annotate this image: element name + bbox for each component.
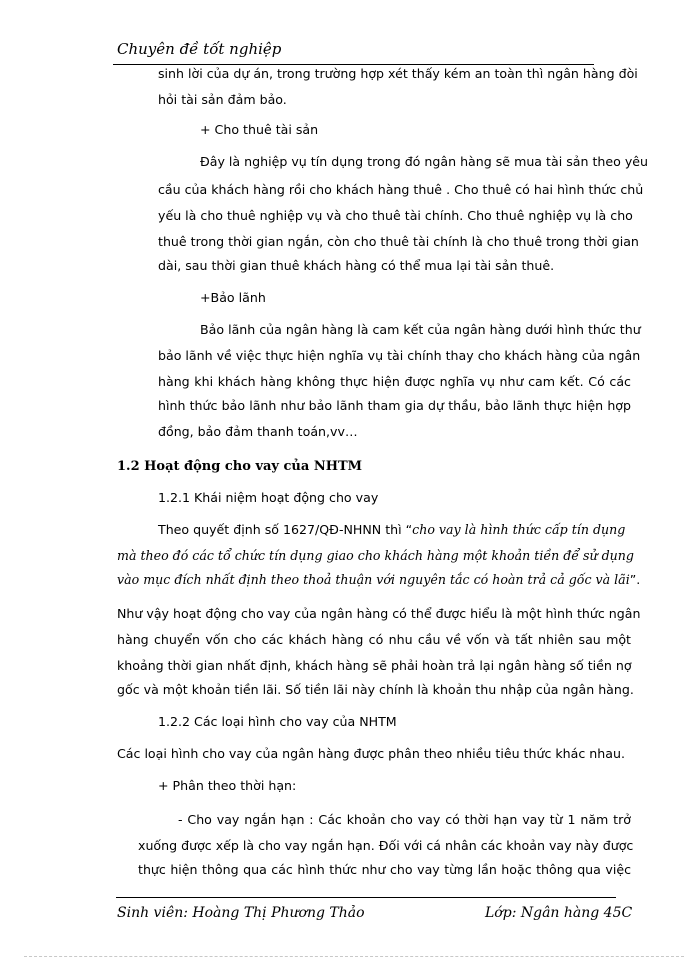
body-line: bảo lãnh về việc thực hiện nghĩa vụ tài chính thay cho khách hàng của ngân (158, 348, 641, 363)
body-line: hỏi tài sản đảm bảo. (158, 92, 287, 107)
body-line: Các loại hình cho vay của ngân hàng được phân theo nhiều tiêu thức khác nhau. (117, 746, 625, 761)
body-line: sinh lời của dự án, trong trường hợp xét thấy kém an toàn thì ngân hàng đòi (158, 66, 638, 81)
body-line: xuống được xếp là cho vay ngắn hạn. Đối với cá nhân các khoản vay này được (138, 838, 634, 853)
quote-line: mà theo đó các tổ chức tín dụng giao cho khách hàng một khoản tiền để sử dụng (117, 548, 634, 563)
footer-class: Lớp: Ngân hàng 45C (485, 905, 633, 921)
body-line: thực hiện thông qua các hình thức như cho vay từng lần hoặc thông qua việc (138, 862, 631, 877)
body-line: đồng, bảo đảm thanh toán,vv… (158, 424, 358, 439)
body-line: hình thức bảo lãnh như bảo lãnh tham gia dự thầu, bảo lãnh thực hiện hợp (158, 398, 631, 413)
body-line: hàng chuyển vốn cho các khách hàng có nhu cầu về vốn và tất nhiên sau một (117, 632, 631, 647)
body-line: thuê trong thời gian ngắn, còn cho thuê tài chính là cho thuê trong thời gian (158, 234, 639, 249)
body-line: Theo quyết định số 1627/QĐ-NHNN thì “cho vay là hình thức cấp tín dụng (158, 522, 626, 537)
subsection-heading: 1.2.1 Khái niệm hoạt động cho vay (158, 490, 379, 505)
section-heading: 1.2 Hoạt động cho vay của NHTM (117, 459, 363, 474)
body-line: Bảo lãnh của ngân hàng là cam kết của ngân hàng dưới hình thức thư (200, 322, 641, 337)
body-line: +Bảo lãnh (200, 290, 266, 305)
quote-line: vào mục đích nhất định theo thoả thuận với nguyên tắc có hoàn trả cả gốc và lãi”. (117, 572, 641, 587)
body-line: + Phân theo thời hạn: (158, 778, 297, 793)
footer-student: Sinh viên: Hoàng Thị Phương Thảo (117, 905, 365, 921)
body-line: cầu của khách hàng rồi cho khách hàng thuê . Cho thuê có hai hình thức chủ (158, 182, 644, 197)
body-line: - Cho vay ngắn hạn : Các khoản cho vay có thời hạn vay từ 1 năm trở (178, 812, 631, 827)
subsection-heading: 1.2.2 Các loại hình cho vay của NHTM (158, 714, 397, 729)
running-header: Chuyên đề tốt nghiệp (117, 40, 282, 58)
body-line: Như vậy hoạt động cho vay của ngân hàng có thể được hiểu là một hình thức ngân (117, 606, 641, 621)
body-line: dài, sau thời gian thuê khách hàng có thể mua lại tài sản thuê. (158, 258, 555, 273)
page-edge (24, 956, 684, 957)
body-line: yếu là cho thuê nghiệp vụ và cho thuê tài chính. Cho thuê nghiệp vụ là cho (158, 208, 633, 223)
body-line: gốc và một khoản tiền lãi. Số tiền lãi này chính là khoản thu nhập của ngân hàng. (117, 682, 634, 697)
body-line: hàng khi khách hàng không thực hiện được nghĩa vụ như cam kết. Có các (158, 374, 631, 389)
body-line: khoảng thời gian nhất định, khách hàng sẽ phải hoàn trả lại ngân hàng số tiền nợ (117, 658, 632, 673)
body-line: Đây là nghiệp vụ tín dụng trong đó ngân hàng sẽ mua tài sản theo yêu (200, 154, 649, 169)
body-line: + Cho thuê tài sản (200, 122, 319, 137)
header-rule (113, 64, 594, 65)
footer-rule (116, 897, 616, 898)
